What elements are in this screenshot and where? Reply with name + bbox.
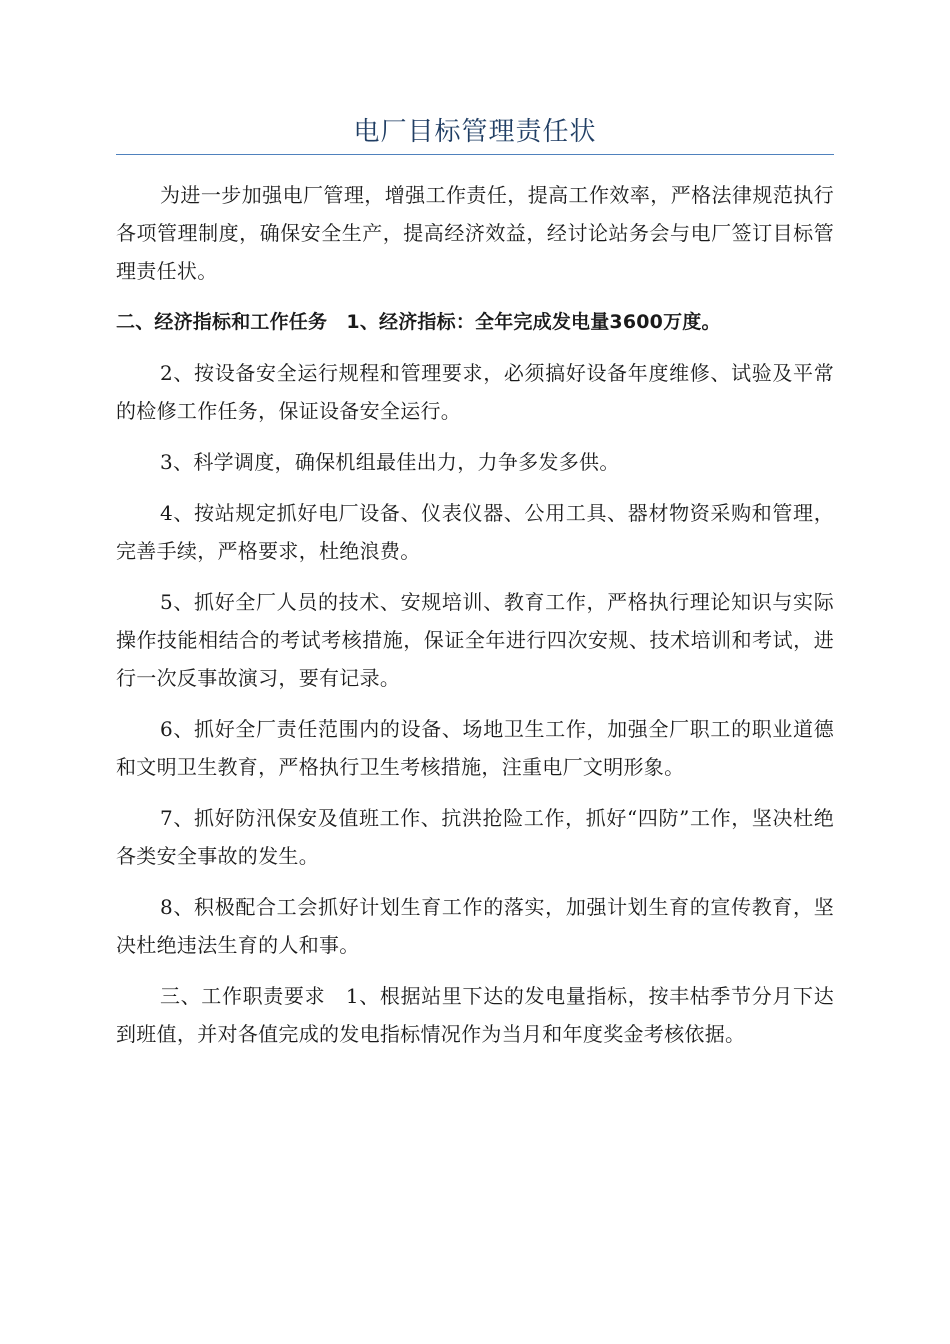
section-heading-duties: 三、工作职责要求 1、根据站里下达的发电量指标，按丰枯季节分月下达到班值，并对各值完成的发电指标情况作为当月和年度奖金考核依据。 (116, 984, 834, 1046)
title-underline (116, 154, 834, 155)
intro-paragraph: 为进一步加强电厂管理，增强工作责任，提高工作效率，严格法律规范执行各项管理制度，确保安全生产，提高经济效益，经讨论站务会与电厂签订目标管理责任状。 (116, 183, 834, 283)
paragraph-item-2: 2、按设备安全运行规程和管理要求，必须搞好设备年度维修、试验及平常的检修工作任务，保证设备安全运行。 (116, 361, 834, 423)
paragraph-item-4: 4、按站规定抓好电厂设备、仪表仪器、公用工具、器材物资采购和管理，完善手续，严格要求，杜绝浪费。 (116, 501, 834, 563)
document-title: 电厂目标管理责任状 (353, 117, 597, 147)
paragraph-item-8: 8、积极配合工会抓好计划生育工作的落实，加强计划生育的宣传教育，坚决杜绝违法生育的人和事。 (116, 895, 834, 957)
paragraph-item-7: 7、抓好防汛保安及值班工作、抗洪抢险工作，抓好“四防”工作，坚决杜绝各类安全事故的发生。 (116, 806, 834, 868)
paragraph-item-5: 5、抓好全厂人员的技术、安规培训、教育工作，严格执行理论知识与实际操作技能相结合的考试考核措施，保证全年进行四次安规、技术培训和考试，进行一次反事故演习，要有记录。 (116, 590, 834, 690)
paragraph-item-6: 6、抓好全厂责任范围内的设备、场地卫生工作，加强全厂职工的职业道德和文明卫生教育，严格执行卫生考核措施，注重电厂文明形象。 (116, 717, 834, 779)
document-body (116, 176, 834, 1053)
section-heading-economic: 二、经济指标和工作任务 1、经济指标：全年完成发电量3600万度。 (116, 311, 721, 333)
paragraph-item-3: 3、科学调度，确保机组最佳出力，力争多发多供。 (160, 450, 620, 474)
